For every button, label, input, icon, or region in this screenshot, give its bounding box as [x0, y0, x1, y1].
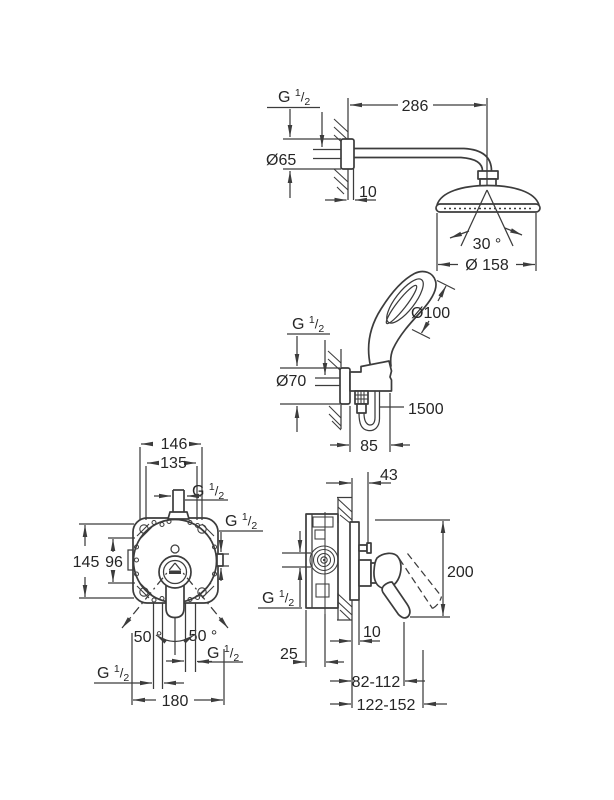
top-supply-pipe: [168, 490, 189, 519]
dim-install-depth-2-label: 122-152: [356, 697, 416, 714]
dim-grip-offset-label: 43: [380, 467, 398, 484]
wall-section-middle: [328, 349, 341, 430]
lever-handle-mark: [169, 571, 181, 575]
dim-height-outer: [73, 524, 134, 598]
dim-inlet-thread: [258, 531, 311, 609]
thread-label-bottom-left-port: G $^1_{/2}$: [97, 663, 130, 684]
dim-bracket-flange-label: Ø70: [276, 373, 307, 390]
shower-arm-inner: [354, 158, 483, 172]
head-connector-nut: [478, 171, 498, 179]
dim-width-outer-label: 146: [160, 436, 188, 453]
dim-hose-length-label: 1500: [408, 401, 444, 418]
head-shower-assembly: [266, 87, 540, 274]
mixer-side-view: [258, 467, 474, 714]
mixer-front-view: [73, 436, 263, 710]
hose-nut-knurled: [355, 391, 368, 404]
dim-arm-length-label: 286: [401, 98, 429, 115]
trim-plate-side: [350, 522, 359, 600]
hose-connector: [357, 404, 366, 413]
dim-arm-wall-gap: [325, 169, 377, 201]
dim-width-outer: [140, 436, 202, 520]
dim-width-inner-label: 135: [160, 455, 187, 472]
dim-thread-right: [217, 511, 263, 581]
thread-label-right-port: G $^1_{/2}$: [225, 511, 258, 532]
arm-escutcheon: [341, 139, 354, 169]
thread-label-top-port: G $^1_{/2}$: [192, 481, 225, 502]
dim-lever-height-label: 200: [447, 564, 474, 581]
bracket-escutcheon: [340, 368, 350, 404]
dim-thread-top: [154, 481, 228, 502]
dim-bracket-thread-and-flange: [276, 314, 340, 432]
dim-arm-flange-label: Ø65: [266, 152, 297, 169]
thread-label-arm: G $^1_{/2}$: [278, 87, 311, 108]
dim-total-width-label: 180: [161, 693, 189, 710]
concealed-body: [306, 512, 338, 614]
dim-min-depth: [280, 610, 344, 667]
dim-height-inner-label: 96: [105, 554, 123, 571]
dim-grip-offset: [326, 467, 398, 544]
handle-lever-alt-position: [400, 554, 442, 609]
dim-angle-left-label: 50 °: [133, 629, 163, 646]
dim-install-depth-1-label: 82-112: [351, 674, 401, 691]
bracket-body: [350, 361, 392, 391]
dim-spray-angle-label: 30 °: [472, 236, 502, 253]
dim-head-diameter-label: Ø 158: [465, 257, 509, 274]
thread-label-bottom-right-port: G $^1_{/2}$: [207, 643, 240, 664]
thread-label-bracket: G $^1_{/2}$: [292, 314, 325, 335]
dim-height-outer-label: 145: [72, 554, 100, 571]
dim-width-inner: [146, 455, 197, 520]
dim-plate-gap-label: 10: [363, 624, 381, 641]
wall-hatch-middle: [328, 351, 341, 430]
shower-head-dome: [437, 186, 539, 206]
dim-angle-right-label: 50 °: [188, 628, 218, 645]
dim-arm-wall-gap-label: 10: [359, 184, 377, 201]
thread-label-inlet: G $^1_{/2}$: [262, 588, 295, 609]
trim-screw-side: [359, 543, 371, 553]
dim-min-depth-label: 25: [280, 646, 298, 663]
dim-hand-shower-diameter-label: Ø100: [411, 305, 451, 322]
dim-bracket-depth-label: 85: [360, 438, 378, 455]
dim-arm-thread-and-flange: [266, 87, 341, 198]
hand-shower-assembly: [276, 272, 455, 455]
handle-lever: [382, 582, 410, 618]
right-port-stub: [217, 554, 223, 566]
dim-arm-length: [350, 98, 487, 186]
valve-body: [359, 560, 371, 586]
dim-height-inner: [105, 538, 135, 583]
